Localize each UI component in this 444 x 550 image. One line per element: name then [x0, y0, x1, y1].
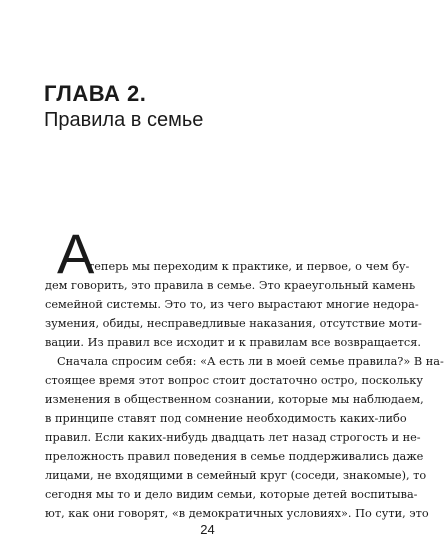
drop-cap: А — [57, 222, 95, 285]
text-line: сегодня мы то и дело видим семьи, которые детей воспитыва- — [45, 488, 418, 501]
chapter-number: ГЛАВА 2. — [44, 81, 147, 106]
text-line: ют, как они говорят, «в демократичных условиях». По сути, это — [45, 507, 429, 520]
text-line: правил. Если каких-нибудь двадцать лет назад строгость и не- — [45, 431, 421, 444]
text-line: дем говорить, это правила в семье. Это краеугольный камень — [45, 279, 416, 292]
text-line: изменения в общественном сознании, которые мы наблюдаем, — [45, 393, 424, 406]
page-number: 24 — [200, 522, 215, 537]
text-line: Сначала спросим себя: «А есть ли в моей семье правила?» В на- — [57, 355, 444, 368]
text-line: стоящее время этот вопрос стоит достаточно остро, поскольку — [45, 374, 424, 387]
text-line: вации. Из правил все исходит и к правилам все возвращается. — [45, 336, 421, 349]
text-line: теперь мы переходим к практике, и первое, о чем бу- — [88, 260, 410, 273]
text-line: лицами, не входящими в семейный круг (соседи, знакомые), то — [45, 469, 427, 482]
chapter-title: Правила в семье — [44, 109, 204, 131]
text-line: семейной системы. Это то, из чего вырастают многие недора- — [45, 298, 419, 311]
text-line: зумения, обиды, несправедливые наказания, отсутствие моти- — [45, 317, 422, 330]
text-line: в принципе ставят под сомнение необходимость каких-либо — [45, 412, 407, 425]
text-line: преложность правил поведения в семье поддерживались даже — [45, 450, 424, 463]
